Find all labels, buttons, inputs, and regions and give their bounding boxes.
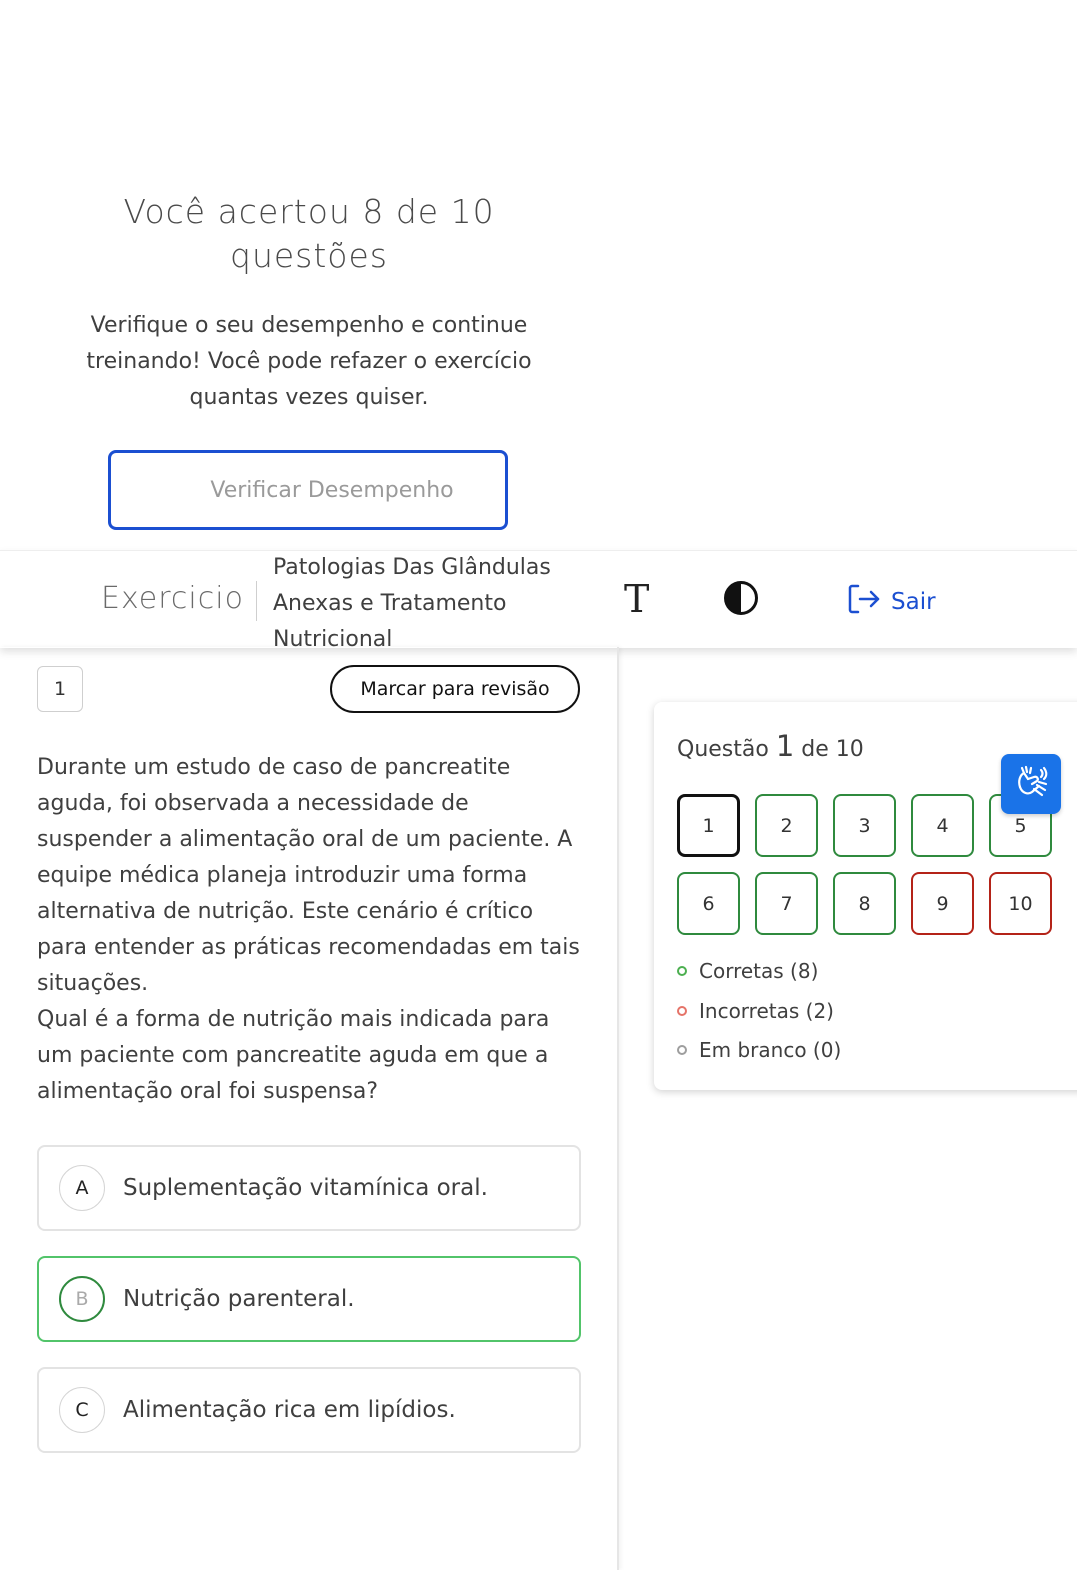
navigator-current: 1: [775, 729, 795, 763]
legend-blank-label: Em branco (0): [699, 1038, 842, 1062]
brand-label: Exercicio: [101, 581, 244, 616]
logout-icon: [847, 583, 881, 621]
option-text: Alimentação rica em lipídios.: [123, 1397, 456, 1423]
option-text: Suplementação vitamínica oral.: [123, 1175, 488, 1201]
top-bar: [0, 550, 1077, 652]
question-number-badge: 1: [37, 666, 83, 712]
question-text: [37, 750, 582, 1110]
option-letter: C: [59, 1387, 105, 1433]
mark-for-review-button[interactable]: Marcar para revisão: [330, 665, 580, 713]
sign-language-icon: [1012, 765, 1050, 803]
legend-correct: [677, 959, 818, 983]
question-button-10[interactable]: 10: [989, 872, 1052, 935]
question-button-9[interactable]: 9: [911, 872, 974, 935]
question-button-3[interactable]: 3: [833, 794, 896, 857]
result-title: Você acertou 8 de 10 questões: [123, 192, 495, 275]
question-button-4[interactable]: 4: [911, 794, 974, 857]
option-letter: A: [59, 1165, 105, 1211]
contrast-icon[interactable]: [723, 580, 759, 620]
option-b[interactable]: [37, 1256, 581, 1342]
option-letter: B: [59, 1276, 105, 1322]
sign-language-button[interactable]: [1001, 754, 1061, 814]
exit-button[interactable]: [847, 583, 936, 621]
course-title: Patologias Das Glândulas Anexas e Tratamento Nutricional: [273, 555, 551, 652]
question-pane: [0, 647, 619, 1570]
question-button-1[interactable]: 1: [677, 794, 740, 857]
option-text: Nutrição parenteral.: [123, 1286, 355, 1312]
blank-dot-icon: [677, 1045, 687, 1055]
navigator-title-suffix: de 10: [801, 737, 864, 762]
verify-performance-button[interactable]: Verificar Desempenho: [108, 450, 508, 530]
exit-label: Sair: [891, 589, 936, 615]
result-summary: [70, 190, 548, 416]
correct-dot-icon: [677, 966, 687, 976]
legend-correct-label: Corretas (8): [699, 959, 819, 983]
legend-incorrect-label: Incorretas (2): [699, 999, 834, 1023]
question-button-6[interactable]: 6: [677, 872, 740, 935]
legend-blank: [677, 1038, 841, 1062]
question-button-5[interactable]: 5: [989, 794, 1052, 857]
font-size-icon[interactable]: T: [624, 577, 650, 621]
navigator-title: [677, 729, 864, 763]
question-prompt: Qual é a forma de nutrição mais indicada para um paciente com pancreatite aguda em que a alimentação oral foi suspensa?: [37, 1007, 550, 1104]
question-button-8[interactable]: 8: [833, 872, 896, 935]
navigator-title-prefix: Questão: [677, 737, 769, 762]
incorrect-dot-icon: [677, 1006, 687, 1016]
result-message: Verifique o seu desempenho e continue treinando! Você pode refazer o exercício quantas vezes quiser.: [86, 313, 532, 410]
question-button-7[interactable]: 7: [755, 872, 818, 935]
divider: [256, 581, 257, 621]
legend-incorrect: [677, 999, 834, 1023]
option-c[interactable]: [37, 1367, 581, 1453]
question-button-2[interactable]: 2: [755, 794, 818, 857]
option-a[interactable]: [37, 1145, 581, 1231]
question-statement: Durante um estudo de caso de pancreatite aguda, foi observada a necessidade de suspender a alimentação oral de um paciente. A equipe médica planeja introduzir uma forma alternativa de nutrição. Este cenário é crítico para entender as práticas recomendadas em tais situações.: [37, 755, 580, 996]
